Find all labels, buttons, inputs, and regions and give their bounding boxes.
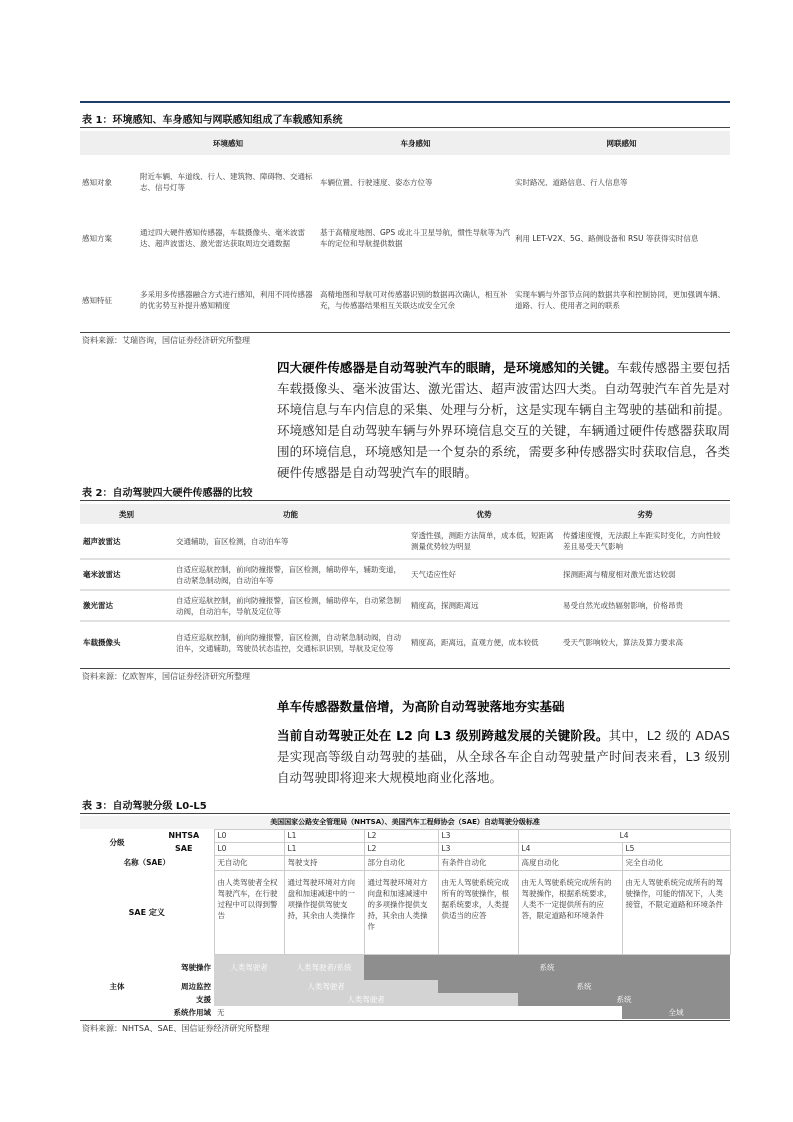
row-label: 超声波雷达 [80,524,173,559]
table-cell: 实时路况、道路信息、行人信息等 [515,177,628,187]
paragraph-lead: 四大硬件传感器是自动驾驶汽车的眼睛，是环境感知的关键。 [277,360,617,375]
table1-caption: 表 1：环境感知、车身感知与网联感知组成了车载感知系统 [82,115,343,126]
table-cell: 天气适应性好 [408,559,560,590]
row-label: 感知对象 [82,177,112,187]
level-definition: 通过驾驶环境对方向盘和加速减速中的多项操作提供支持，其余由人类操作 [364,870,438,954]
table-cell: 利用 LET-V2X、5G、路侧设备和 RSU 等获得实时信息 [515,233,699,243]
table3-monitor-row [80,980,730,993]
level-definition: 通过驾驶环境对方向盘和加速减速中的一项操作提供驾驶支持，其余由人类操作 [284,870,364,954]
table-row [80,621,730,663]
table1 [80,131,730,333]
table1-bottom-rule [80,332,730,333]
table-row [80,590,730,621]
table1-caption-rule [80,127,730,128]
table-row [80,524,730,559]
table2-header-type: 类别 [80,504,173,524]
table3-sae-row [80,842,730,855]
table-cell: 车辆位置、行驶速度、姿态方位等 [320,177,433,187]
table-row [80,267,730,333]
table-cell: 附近车辆、车道线、行人、建筑物、障碍物、交通标志、信号灯等 [140,172,313,192]
subject-label: 主体 [109,982,125,991]
paragraph-lead: 当前自动驾驶正处在 L2 向 L3 级别跨越发展的关键阶段。 [277,728,609,743]
definition-label: SAE 定义 [128,907,165,917]
table1-header-row [80,131,730,155]
table1-header-body: 车身感知 [318,131,513,155]
level-definition: 由人类驾驶者全权驾驶汽车，在行驶过程中可以得到警告 [214,870,284,954]
table3-bottom-rule [80,1020,730,1021]
table3-nhtsa-row [80,829,730,842]
table2-bottom-rule [80,668,730,669]
level-definition: 由无人驾驶系统完成所有的驾驶操作，根据系统要求，人类提供适当的应答 [438,870,518,954]
paragraph-sensors [277,357,730,483]
level-cell: L2 [364,829,438,842]
level-name: 驾驶支持 [284,855,364,870]
table2 [80,504,730,663]
level-name: 有条件自动化 [438,855,518,870]
table-cell: 多采用多传感器融合方式进行感知，利用不同传感器的优劣势互补提升感知精度 [140,290,313,310]
table2-caption: 表 2：自动驾驶四大硬件传感器的比较 [82,488,253,499]
operation-label: 驾驶操作 [181,962,211,972]
table-cell: 传播速度慢，无法跟上车距实时变化，方向性较差且易受天气影响 [560,524,730,559]
table2-source: 资料来源：亿欧智库，国信证券经济研究所整理 [82,672,250,681]
table2-header-advantage: 优势 [408,504,560,524]
level-name: 部分自动化 [364,855,438,870]
level-cell: L3 [438,842,518,855]
level-cell: L3 [438,829,518,842]
table2-header-function: 功能 [173,504,408,524]
table-cell: 精度高，探测距离远 [408,590,560,621]
level-definition: 由无人驾驶系统完成所有的驾驶操作，可能的情况下，人类接管，不限定道路和环境条件 [622,870,730,954]
level-definition: 由无人驾驶系统完成所有的驾驶操作，根据系统要求，人类不一定提供所有的应答，限定道路和环境条件 [518,870,622,954]
nhtsa-label: NHTSA [168,831,200,840]
scope-none-band: 无 [217,1008,225,1017]
support-human-band: 人类驾驶者 [214,993,518,1006]
name-label: 名称（SAE） [123,858,170,867]
scope-label: 系统作用域 [173,1008,211,1017]
scope-all-band: 全域 [622,1006,730,1019]
monitor-human-band: 人类驾驶者 [214,980,438,993]
level-cell: L2 [364,842,438,855]
paragraph-body: 其中，L2 级的 ADAS 是实现高等级自动驾驶的基础，从全球各车企自动驾驶量产时间表来看，L3 级别自动驾驶即将迎来大规模地商业化落地。 [277,728,730,785]
table2-header-row [80,504,730,524]
row-label: 感知方案 [82,233,112,243]
table3-source: 资料来源：NHTSA、SAE、国信证券经济研究所整理 [82,1024,270,1033]
row-label: 车载摄像头 [83,638,121,647]
monitor-label: 周边监控 [181,982,211,991]
level-name: 完全自动化 [622,855,730,870]
support-system-band: 系统 [518,993,730,1006]
table-cell: 实现车辆与外部节点间的数据共享和控制协同，更加强调车辆、道路、行人、使用者之间的联系 [515,290,725,310]
header-rule [80,101,730,103]
table-row [80,209,730,267]
table-cell: 探测距离与精度相对激光雷达较弱 [560,559,730,590]
paragraph-levels [277,725,730,788]
table3 [80,816,731,1019]
table3-caption-rule [80,813,730,814]
level-cell: L4 [518,842,622,855]
row-label: 毫米波雷达 [80,559,173,590]
table-cell: 受天气影响较大，算法及算力要求高 [563,638,683,647]
operation-system-band: 系统 [364,954,730,980]
level-cell: L0 [214,829,284,842]
paragraph-body: 车载传感器主要包括车载摄像头、毫米波雷达、激光雷达、超声波雷达四大类。自动驾驶汽车首先是对环境信息与车内信息的采集、处理与分析，这是实现车辆自主驾驶的基础和前提。环境感知是自动驾驶车辆与外界环境信息交互的关键，车辆通过硬件传感器获取周围的环境信息，环境感知是一个复杂的系统，需要多种传感器实时获取信息，各类硬件传感器是自动驾驶汽车的眼睛。 [277,360,730,480]
table-cell: 高精地图和导航可对传感器识别的数据再次确认，相互补充，与传感器结果相互关联达成安全冗余 [320,290,508,310]
table3-support-row [80,993,730,1006]
table-cell: 易受自然光或热辐射影响，价格昂贵 [560,590,730,621]
sae-label: SAE [175,844,193,853]
row-label: 感知特征 [82,295,112,305]
table3-title-row [80,816,730,829]
level-cell: L0 [214,842,284,855]
monitor-system-band: 系统 [438,980,730,993]
table3-title: 美国国家公路安全管理局（NHTSA）、美国汽车工程师协会（SAE）自动驾驶分级标准 [80,816,730,829]
grade-label: 分级 [109,837,125,847]
table2-header-disadvantage: 劣势 [560,504,730,524]
table2-caption-rule [80,500,730,501]
table1-source: 资料来源：艾瑞咨询，国信证券经济研究所整理 [82,336,250,345]
operation-mixed-band: 人类驾驶者/系统 [284,954,364,980]
table3-scope-row [80,1006,730,1019]
row-label: 激光雷达 [80,590,173,621]
level-name: 高度自动化 [518,855,622,870]
table-cell: 穿透性强，测距方法简单，成本低，短距离测量优势较为明显 [408,524,560,559]
table-cell: 交通辅助，盲区检测，自动泊车等 [173,524,408,559]
table-cell: 自适应巡航控制，前向防撞报警，盲区检测，辅助停车，辅助变道，自动紧急制动阀，自动泊车等 [173,559,408,590]
table-row [80,155,730,209]
table-cell: 基于高精度地图、GPS 或北斗卫星导航，惯性导航等为汽车的定位和导航提供数据 [320,228,510,248]
table3-definition-row [80,870,730,954]
section-heading: 单车传感器数量倍增，为高阶自动驾驶落地夯实基础 [277,699,565,714]
operation-human-band: 人类驾驶者 [214,954,284,980]
level-cell: L5 [622,842,730,855]
level-name: 无自动化 [214,855,284,870]
table1-header-blank [80,131,138,155]
support-label: 支援 [196,995,211,1004]
level-cell: L4 [518,829,730,842]
table3-operation-row [80,954,730,980]
table-cell: 精度高，距离远，直观方便，成本较低 [411,638,539,647]
table3-name-row [80,855,730,870]
table3-caption: 表 3：自动驾驶分级 L0-L5 [82,801,207,812]
level-cell: L1 [284,842,364,855]
table1-header-env: 环境感知 [138,131,318,155]
table-row [80,559,730,590]
level-cell: L1 [284,829,364,842]
table-cell: 通过四大硬件感知传感器，车载摄像头、毫米波雷达、超声波雷达、激光雷达获取周边交通数据 [140,228,305,248]
table1-header-net: 网联感知 [513,131,730,155]
table-cell: 自适应巡航控制，前向防撞报警，盲区检测，自动紧急制动阀，自动泊车，交通辅助，驾驶员状态监控，交通标识识别，导航及定位等 [176,632,401,653]
table-cell: 自适应巡航控制，前向防撞报警，盲区检测，辅助停车，自动紧急制动阀，自动泊车，导航及定位等 [173,590,408,621]
